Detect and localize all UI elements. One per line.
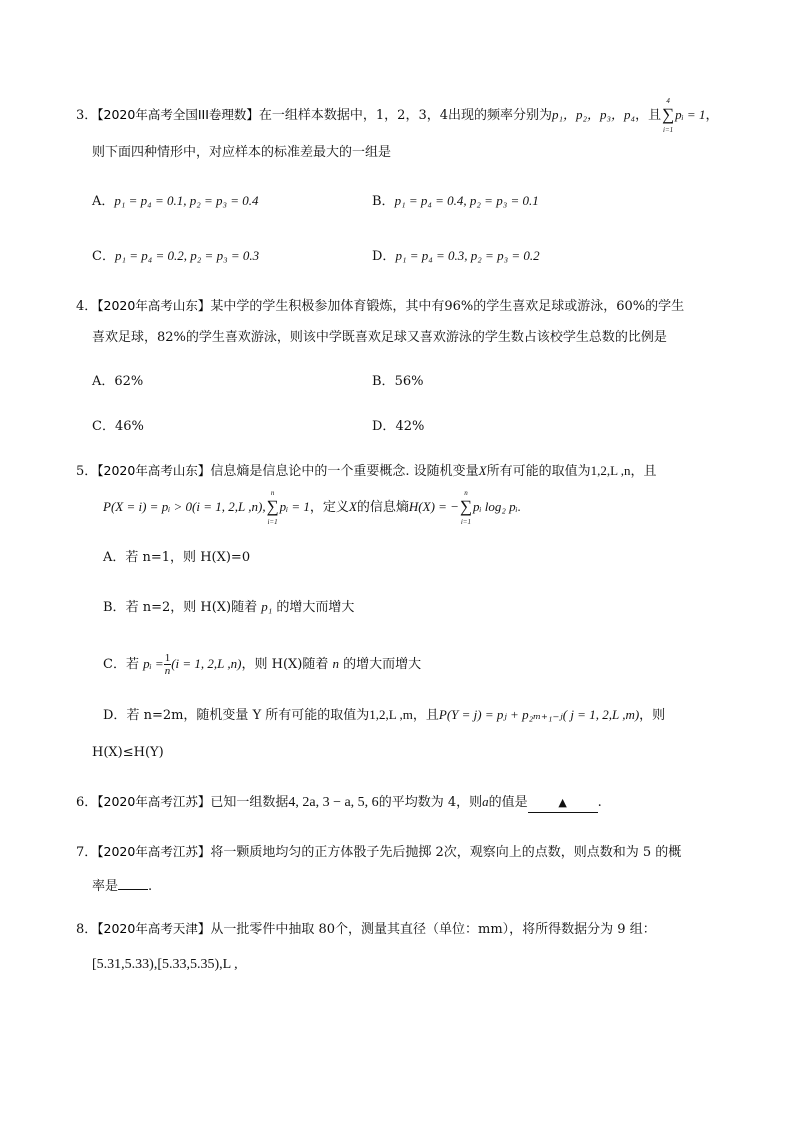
q3-sum-symbol: 4 ∑ i=1 — [662, 97, 675, 134]
q4-line1 — [76, 297, 684, 316]
q3-text1: 在一组样本数据中，1，2，3，4出现的频率分别为 — [258, 108, 552, 123]
q7-number: 7． — [76, 845, 98, 860]
q5-option-c: C．若 pᵢ = $\frac{1}{n}$ (i = 1, 2,L ,n)，则 H(X)随着 n 的增大而增大 — [103, 652, 422, 677]
q7-answer-blank — [118, 875, 148, 890]
q5-c-fraction: $\frac{1}{n}$ — [164, 652, 171, 677]
q4-option-c: C．46% — [92, 419, 144, 434]
q4-option-d: D．42% — [372, 419, 425, 434]
q6-source: 【2020年高考江苏】 — [97, 794, 211, 809]
q8-source: 【2020年高考天津】 — [97, 921, 211, 936]
q5-option-d: D．若 n=2m，随机变量 Y 所有可能的取值为1,2,L ,m，且P(Y = j) = pⱼ + p₂ₘ₊₁₋ⱼ( j = 1, 2,L ,m)，则 — [103, 707, 666, 723]
q3-option-c: C．p₁ = p₄ = 0.2, p₂ = p₃ = 0.3 — [92, 248, 260, 264]
q5-option-b: B．若 n=2，则 H(X)随着 p₁ 的增大而增大 — [103, 599, 355, 615]
q5-number: 5． — [76, 464, 98, 479]
triangle-icon: ▲ — [558, 796, 567, 809]
q3-source: 【2020年高考全国III卷理数】 — [97, 107, 259, 122]
q3-line2: 则下面四种情形中，对应样本的标准差最大的一组是 — [92, 145, 392, 160]
q5-sum-symbol-2: n ∑ i=1 — [459, 489, 473, 526]
q8-number: 8． — [76, 922, 98, 937]
q3-probs: p₁，p₂，p₃，p₄ — [552, 107, 636, 122]
q8-line1: 8．【2020年高考天津】从一批零件中抽取 80个，测量其直径（单位：mm），将所得数据分为 9 组： — [76, 921, 656, 937]
q6-data: 4, 2a, 3 − a, 5, 6 — [288, 795, 379, 810]
q5-line2: P(X = i) = pᵢ > 0(i = 1, 2,L ,n), n ∑ i=1 pᵢ = 1，定义X的信息熵H(X) = − n ∑ i=1 pᵢ log₂ pᵢ. — [103, 489, 521, 526]
q3-number: 3． — [76, 108, 98, 123]
q3-option-d: D．p₁ = p₄ = 0.3, p₂ = p₃ = 0.2 — [372, 248, 540, 264]
q7-line2: 率是 . — [92, 875, 152, 896]
q7-source: 【2020年高考江苏】 — [97, 844, 211, 859]
q4-number: 4． — [76, 299, 98, 314]
q3-sum-expr: pᵢ = 1 — [675, 107, 706, 122]
q3-text2: ，且 — [635, 108, 662, 123]
q4-line2: 喜欢足球，82%的学生喜欢游泳，则该中学既喜欢足球又喜欢游泳的学生数占该校学生总数的比例是 — [92, 330, 667, 345]
q3-text3: ， — [705, 108, 719, 123]
q4-option-a: A．62% — [92, 374, 144, 389]
q6-line1: 6．【2020年高考江苏】已知一组数据4, 2a, 3 − a, 5, 6的平均数为 4，则a的值是 ▲ . — [76, 793, 602, 813]
q4-source: 【2020年高考山东】 — [97, 298, 211, 313]
q5-option-d-line2: H(X)≤H(Y) — [92, 745, 164, 760]
q5-line1: 5．【2020年高考山东】信息熵是信息论中的一个重要概念. 设随机变量X所有可能的取值为1,2,L ,n，且 — [76, 463, 657, 479]
q5-option-a: A．若 n=1，则 H(X)=0 — [103, 550, 251, 565]
q3-line1 — [76, 97, 719, 134]
q7-line1: 7．【2020年高考江苏】将一颗质地均匀的正方体骰子先后抛掷 2次，观察向上的点数，则点数和为 5 的概 — [76, 844, 682, 860]
q3-option-b: B．p₁ = p₄ = 0.4, p₂ = p₃ = 0.1 — [372, 193, 539, 209]
q6-answer-blank — [528, 794, 598, 813]
q5-sum-symbol: n ∑ i=1 — [266, 489, 279, 526]
q3-option-a: A．p₁ = p₄ = 0.1, p₂ = p₃ = 0.4 — [92, 193, 259, 209]
q5-source: 【2020年高考山东】 — [97, 463, 211, 478]
q8-line2: [5.31,5.33),[5.33,5.35),L , — [92, 957, 238, 972]
q6-number: 6． — [76, 795, 98, 810]
q4-text1: 某中学的学生积极参加体育锻炼，其中有96%的学生喜欢足球或游泳，60%的学生 — [210, 299, 685, 314]
q4-option-b: B．56% — [372, 374, 424, 389]
